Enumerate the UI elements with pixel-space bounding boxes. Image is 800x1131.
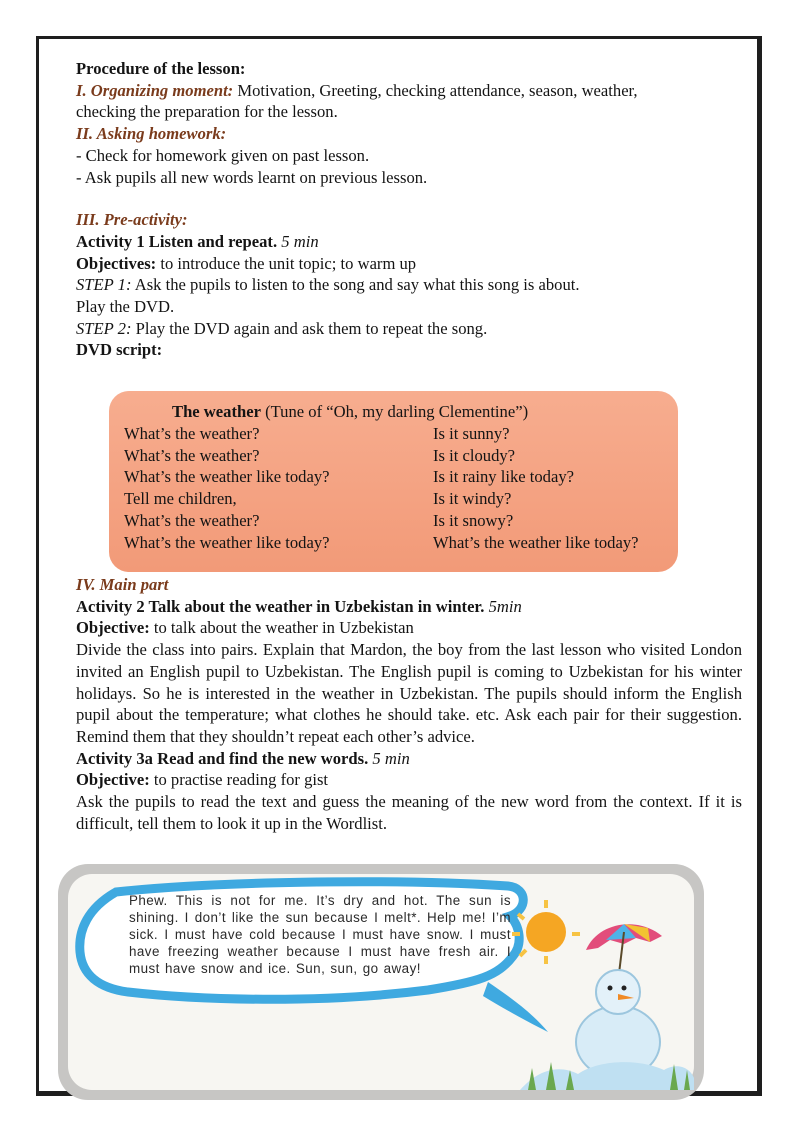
speech-bubble-text: Phew. This is not for me. It’s dry and hot. The sun is shining. I don’t like the sun because I melt*. Help me! I’m sick. I must have cold because I must have snow. I must have freezing weather because I must have fresh air. I must have snow and ice. Sun, sun, go away! [129,893,511,976]
objectives-line [76,253,742,275]
song-line: Is it windy? [433,489,512,509]
objective2-line [76,617,742,639]
song-line: What’s the weather like today? [433,532,639,552]
lesson-content [76,58,742,361]
homework-item: - Check for homework given on past lesson. [76,145,370,165]
song-left-column [124,423,330,553]
step1-label: STEP 1: [76,275,132,295]
objectives-label: Objectives: [76,253,157,273]
song-line: Is it sunny? [433,424,510,443]
song-line: What’s the weather like today? [124,532,330,552]
organizing-text: Motivation, Greeting, checking attendance, season, weather, [233,80,638,100]
activity3-title: Activity 3a Read and find the new words. [76,748,369,768]
organizing-text-2: checking the preparation for the lesson. [76,102,338,122]
objective3-line [76,769,742,791]
song-line: What’s the weather? [124,510,260,530]
homework-item: - Ask pupils all new words learnt on previous lesson. [76,167,428,187]
activity2-time: 5min [484,596,522,616]
activity3-body: Ask the pupils to read the text and guess the meaning of the new word from the context. If it is difficult, tell them to look it up in the Wordlist. [76,792,742,833]
organizing-moment [76,80,742,102]
objective2-text: to talk about the weather in Uzbekistan [149,618,414,638]
homework-heading: II. Asking homework: [76,124,227,144]
song-line: Is it cloudy? [433,445,516,465]
activity2-body: Divide the class into pairs. Explain that Mardon, the boy from the last lesson who visited London invited an English pupil to Uzbekistan. The English pupil is coming to Uzbekistan for his winter holidays. So he is interested in the weather in Uzbekistan. The pupils should inform the English pupil about the temperature; what clothes he should take. etc. Ask each pair for their suggestion. Remind them that they shouldn’t repeat each other’s advice. [76,640,742,746]
activity1-time: 5 min [277,231,319,251]
activity1-title: Activity 1 Listen and repeat. [76,231,278,251]
play-dvd: Play the DVD. [76,297,175,317]
song-tune: (Tune of “Oh, my darling Clementine”) [260,402,529,421]
song-line: What’s the weather like today? [124,467,330,487]
objective3-text: to practise reading for gist [149,770,329,790]
activity2-title: Activity 2 Talk about the weather in Uzbekistan in winter. [76,596,485,616]
main-part-content [76,574,742,834]
organizing-heading: I. Organizing moment: [76,80,234,100]
step1-text: Ask the pupils to listen to the song and say what this song is about. [131,275,580,295]
song-line: What’s the weather? [124,424,260,443]
song-right-column [433,423,639,553]
objective-label: Objective: [76,770,150,790]
activity3-time: 5 min [368,748,410,768]
step2-line [76,318,742,340]
song-line: Is it snowy? [433,510,514,530]
song-title: The weather [172,402,261,421]
dvd-script-label: DVD script: [76,340,163,360]
step1-line [76,274,742,296]
step2-text: Play the DVD again and ask them to repeat the song. [131,318,488,338]
song-line: Is it rainy like today? [433,467,575,487]
procedure-title: Procedure of the lesson: [76,59,246,78]
main-part-heading: IV. Main part [76,575,169,594]
objectives-text: to introduce the unit topic; to warm up [156,253,417,273]
step2-label: STEP 2: [76,318,132,338]
objective-label: Objective: [76,618,150,638]
activity3-line [76,748,742,770]
activity2-line [76,596,742,618]
song-line: What’s the weather? [124,445,260,465]
activity1-line [76,231,742,253]
song-title-line [172,401,528,423]
song-box [109,391,678,572]
preactivity-heading: III. Pre-activity: [76,210,188,230]
song-line: Tell me children, [124,489,237,509]
